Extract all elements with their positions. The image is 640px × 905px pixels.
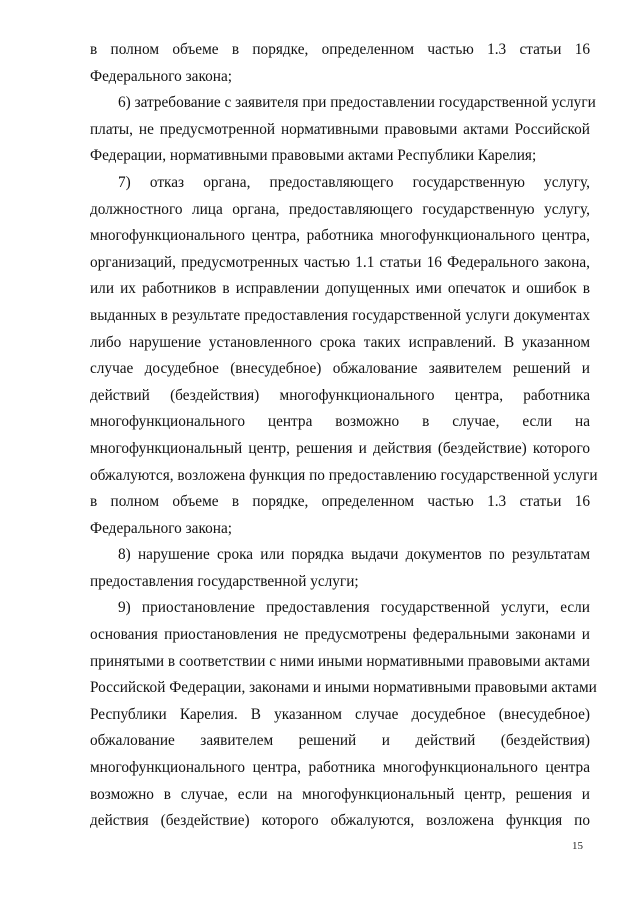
paragraph-continuation [90,37,590,90]
text-line: действия (бездействие) которого обжалуются, возложена функция по [90,812,590,830]
text-line: 6) затребование с заявителя при предоставлении государственной услуги [118,94,596,112]
text-line: принятыми в соответствии с ними иными нормативными правовыми актами [90,652,590,670]
text-line: Федерального закона; [90,519,232,537]
text-line: в полном объеме в порядке, определенном частью 1.3 статьи 16 [90,493,590,511]
text-line: Федерального закона; [90,67,232,85]
text-line: многофункционального центра возможно в случае, если на [90,413,590,431]
text-line: действий (бездействия) многофункционального центра, работника [90,386,590,404]
paragraph-item-9 [90,595,597,834]
text-line: многофункционального центра, работника многофункционального центра, [90,227,590,245]
paragraph-item-6 [90,90,596,170]
text-line: Федерации, нормативными правовыми актами Республики Карелия; [90,147,537,165]
text-line: платы, не предусмотренной нормативными правовыми актами Российской [90,120,590,138]
text-line: предоставления государственной услуги; [90,572,359,590]
text-line: обжалуются, возложена функция по предоставлению государственной услуги [90,466,598,484]
text-line: 8) нарушение срока или порядка выдачи документов по результатам [118,546,590,564]
text-line: должностного лица органа, предоставляющего государственную услугу, [90,200,590,218]
text-line: многофункционального центра, работника многофункционального центра [90,759,590,777]
paragraph-item-7 [90,170,598,542]
text-line: Республики Карелия. В указанном случае досудебное (внесудебное) [90,705,590,723]
text-line: организаций, предусмотренных частью 1.1 статьи 16 Федерального закона, [90,253,590,271]
page-number: 15 [572,840,583,852]
document-body [90,37,598,835]
text-line: либо нарушение установленного срока таких исправлений. В указанном [90,333,590,351]
text-line: 9) приостановление предоставления государственной услуги, если [118,599,590,617]
text-line: случае досудебное (внесудебное) обжалование заявителем решений и [90,360,590,378]
text-line: обжалование заявителем решений и действий (бездействия) [90,732,590,750]
text-line: Российской Федерации, законами и иными нормативными правовыми актами [90,679,597,697]
paragraph-item-8 [90,542,590,595]
text-line: возможно в случае, если на многофункциональный центр, решения и [90,785,590,803]
text-line: или их работников в исправлении допущенных ими опечаток и ошибок в [90,280,590,298]
text-line: основания приостановления не предусмотрены федеральными законами и [90,626,590,644]
text-line: многофункциональный центр, решения и действия (бездействие) которого [90,439,590,457]
text-line: 7) отказ органа, предоставляющего государственную услугу, [118,173,590,191]
text-line: выданных в результате предоставления государственной услуги документах [90,306,590,324]
text-line: в полном объеме в порядке, определенном частью 1.3 статьи 16 [90,41,590,58]
